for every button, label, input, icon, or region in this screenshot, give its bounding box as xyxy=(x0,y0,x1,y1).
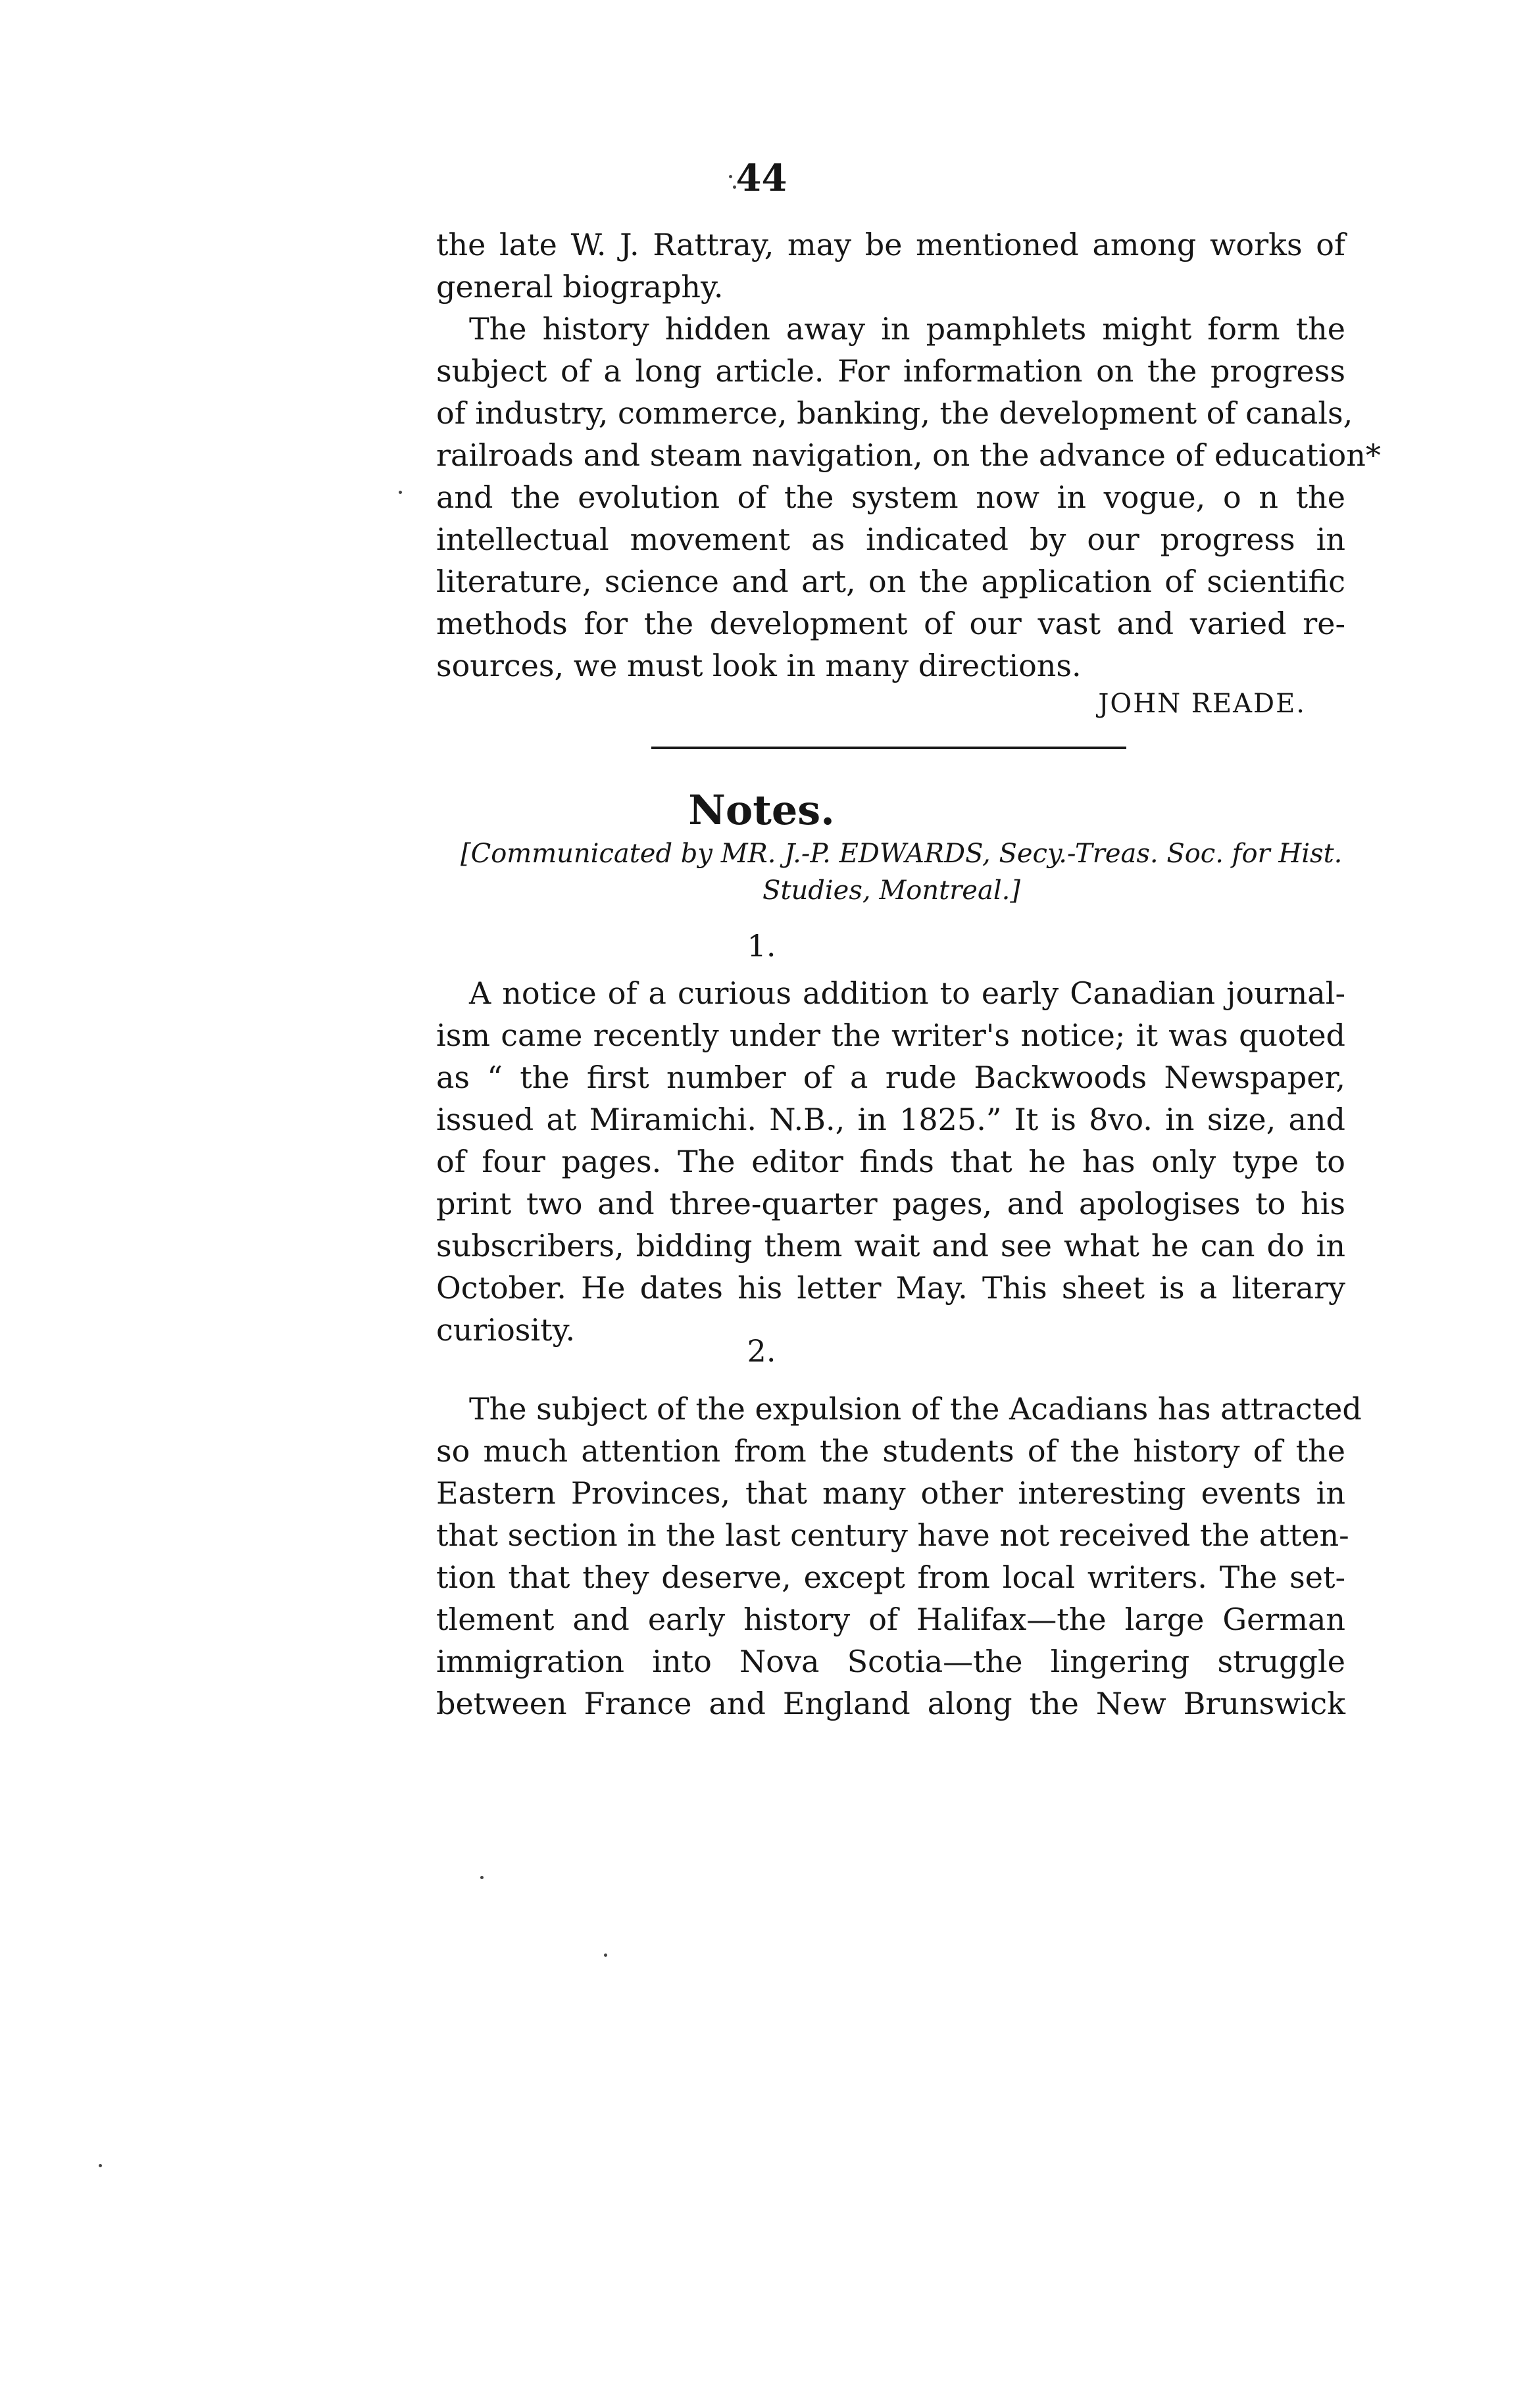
attribution-line: [Communicated by MR. J.-P. EDWARDS, Secy.-Treas. Soc. for Hist. xyxy=(461,839,1343,869)
text-line: The subject of the expulsion of the Acadians has attracted xyxy=(469,1391,1362,1427)
print-speck xyxy=(480,1876,484,1879)
text-line: subject of a long article. For information on the progress xyxy=(436,353,1345,389)
text-line: The history hidden away in pamphlets might form the xyxy=(469,311,1345,347)
print-speck xyxy=(399,491,402,494)
text-line: tlement and early history of Halifax—the large German xyxy=(436,1602,1345,1637)
attribution-line: Studies, Montreal.] xyxy=(762,875,1020,906)
text-line: ism came recently under the writer's notice; it was quoted xyxy=(436,1018,1345,1053)
text-line: sources, we must look in many directions. xyxy=(436,648,1082,683)
text-line: Eastern Provinces, that many other interesting events in xyxy=(436,1475,1345,1511)
text-line: of industry, commerce, banking, the development of canals, xyxy=(436,395,1353,431)
text-line: that section in the last century have not received the atten- xyxy=(436,1517,1349,1553)
text-line: as “ the first number of a rude Backwoods Newspaper, xyxy=(436,1060,1345,1095)
text-line: methods for the development of our vast and varied re- xyxy=(436,606,1345,641)
notes-heading: Notes. xyxy=(688,786,835,834)
text-line: A notice of a curious addition to early Canadian journal- xyxy=(469,975,1345,1011)
text-line: tion that they deserve, except from local writers. The set- xyxy=(436,1560,1345,1595)
text-line: literature, science and art, on the application of scientific xyxy=(436,564,1345,599)
text-line: issued at Miramichi. N.B., in 1825.” It is 8vo. in size, and xyxy=(436,1102,1345,1137)
note-number: 2. xyxy=(747,1333,776,1369)
author-signature: JOHN READE. xyxy=(1098,689,1306,719)
text-line: print two and three-quarter pages, and apologises to his xyxy=(436,1186,1345,1221)
note-number: 1. xyxy=(747,928,776,964)
text-line: intellectual movement as indicated by our progress in xyxy=(436,522,1345,557)
text-line: railroads and steam navigation, on the advance of education* xyxy=(436,437,1381,473)
text-line: October. He dates his letter May. This sheet is a literary xyxy=(436,1270,1345,1306)
text-line: general biography. xyxy=(436,269,724,305)
text-line: so much attention from the students of the history of the xyxy=(436,1433,1345,1469)
print-speck xyxy=(733,185,736,189)
section-divider xyxy=(651,747,1126,749)
print-speck xyxy=(729,175,732,178)
text-line: subscribers, bidding them wait and see what he can do in xyxy=(436,1228,1345,1264)
page-number: 44 xyxy=(736,157,787,200)
text-line: immigration into Nova Scotia—the lingering struggle xyxy=(436,1644,1345,1679)
text-line: curiosity. xyxy=(436,1312,576,1348)
text-line: and the evolution of the system now in vogue, o n the xyxy=(436,479,1345,515)
text-line: the late W. J. Rattray, may be mentioned among works of xyxy=(436,227,1345,262)
text-line: between France and England along the New Brunswick xyxy=(436,1686,1345,1721)
print-speck xyxy=(99,2164,102,2167)
text-line: of four pages. The editor finds that he has only type to xyxy=(436,1144,1345,1179)
print-speck xyxy=(604,1953,607,1957)
